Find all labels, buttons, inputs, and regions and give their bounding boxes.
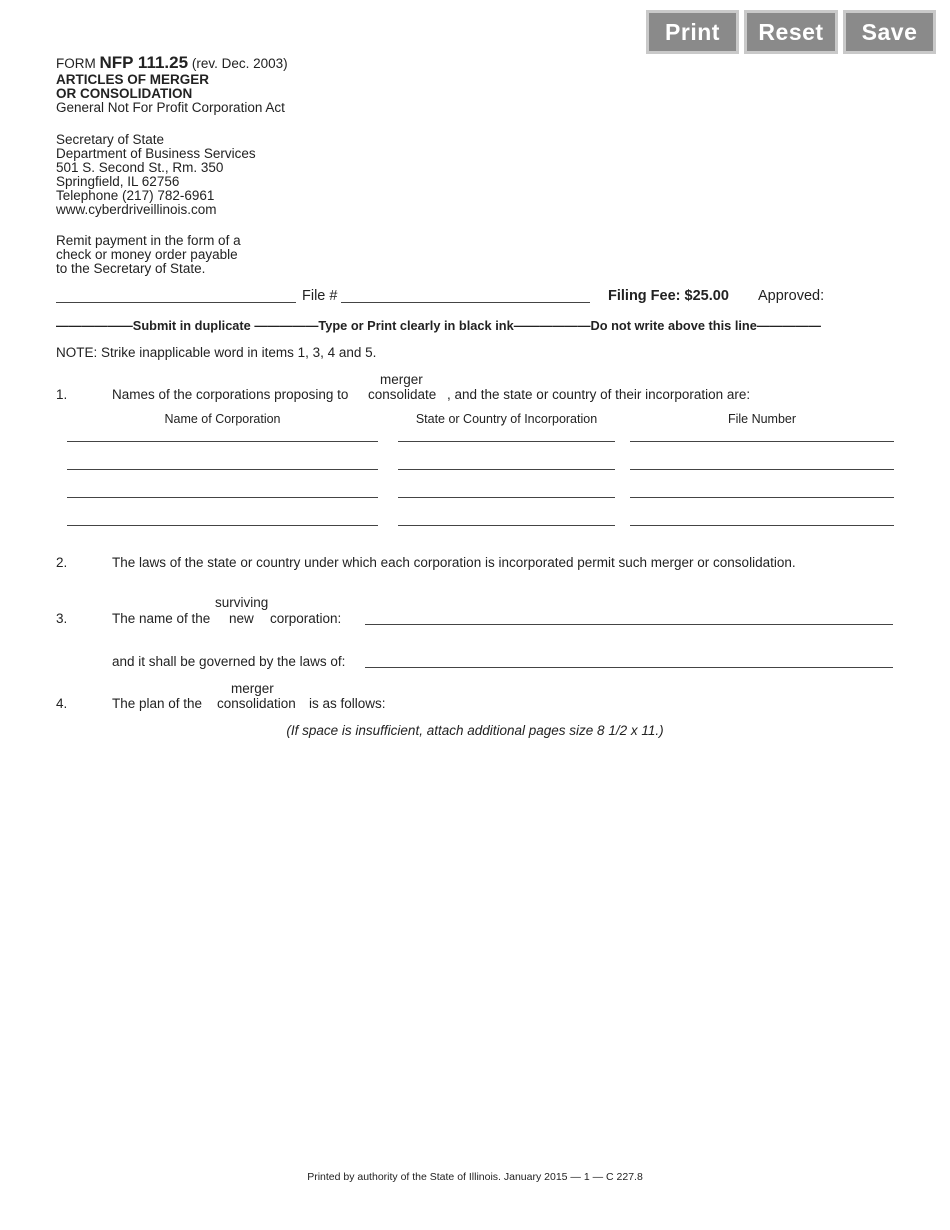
item2-text: The laws of the state or country under which each corporation is incorporated permit such merger or consolidation. [112, 555, 796, 570]
corporation-name-field[interactable] [67, 469, 378, 470]
file-number-field[interactable] [341, 302, 590, 303]
payment-line: to the Secretary of State. [56, 261, 206, 276]
corporation-state-field[interactable] [398, 497, 615, 498]
form-title-line1: ARTICLES OF MERGER [56, 72, 210, 87]
corporation-file-number-field[interactable] [630, 441, 894, 442]
corporation-file-number-field[interactable] [630, 469, 894, 470]
form-number: NFP 111.25 [99, 53, 189, 72]
plan-text-area[interactable] [56, 745, 894, 1145]
instruction-banner [56, 318, 821, 333]
item3-text-before: The name of the [112, 611, 211, 626]
item4-word-lower: consolidation [217, 696, 296, 711]
banner-print-clearly: Type or Print clearly in black ink [318, 318, 514, 333]
address-line: www.cyberdriveillinois.com [56, 202, 217, 217]
governed-by-label: and it shall be governed by the laws of: [112, 654, 346, 669]
item4-word-upper: merger [231, 681, 274, 696]
reset-button[interactable]: Reset [744, 10, 838, 54]
corporation-name-field[interactable] [67, 525, 378, 526]
corporation-file-number-field[interactable] [630, 497, 894, 498]
item1-number: 1. [56, 387, 68, 402]
banner-dashes: ————— [756, 318, 821, 333]
page-footer: Printed by authority of the State of Illinois. January 2015 — 1 — C 227.8 [307, 1171, 643, 1183]
form-title-line2: OR CONSOLIDATION [56, 86, 193, 101]
print-button[interactable]: Print [646, 10, 739, 54]
approved-label: Approved: [758, 288, 825, 304]
item3-text-after: corporation: [270, 611, 342, 626]
address-line: Telephone (217) 782-6961 [56, 188, 215, 203]
banner-do-not-write: Do not write above this line [590, 318, 757, 333]
item3-word-lower: new [229, 611, 254, 626]
corporation-state-field[interactable] [398, 441, 615, 442]
corporation-state-field[interactable] [398, 525, 615, 526]
item4-text-after: is as follows: [309, 696, 386, 711]
item3-number: 3. [56, 611, 68, 626]
address-line: Springfield, IL 62756 [56, 174, 180, 189]
filing-fee: Filing Fee: $25.00 [608, 288, 729, 304]
form-revision: (rev. Dec. 2003) [191, 56, 288, 71]
column-header-file-number: File Number [727, 412, 797, 426]
banner-dashes: ————— [254, 318, 319, 333]
form-header [56, 54, 288, 115]
banner-submit: Submit in duplicate [132, 318, 251, 333]
corporation-name-field[interactable] [67, 497, 378, 498]
address-line: Department of Business Services [56, 146, 256, 161]
note-text: NOTE: Strike inapplicable word in items 1, 3, 4 and 5. [56, 345, 377, 360]
attach-pages-note: (If space is insufficient, attach additional pages size 8 1/2 x 11.) [286, 723, 664, 738]
item4-number: 4. [56, 696, 68, 711]
address-line: Secretary of State [56, 132, 165, 147]
surviving-corporation-name-field[interactable] [365, 624, 893, 625]
form-act: General Not For Profit Corporation Act [56, 100, 285, 115]
item4-text-before: The plan of the [112, 696, 203, 711]
column-header-name: Name of Corporation [164, 412, 281, 426]
governing-law-field[interactable] [365, 667, 893, 668]
corporation-name-field[interactable] [67, 441, 378, 442]
payment-line: check or money order payable [56, 247, 238, 262]
payment-line: Remit payment in the form of a [56, 233, 241, 248]
payment-instructions [56, 234, 241, 276]
item3-word-upper: surviving [215, 595, 269, 610]
banner-dashes: —————— [513, 318, 591, 333]
item1-text-before: Names of the corporations proposing to [112, 387, 349, 402]
item1-text-after: , and the state or country of their incorporation are: [447, 387, 751, 402]
corporation-file-number-field[interactable] [630, 525, 894, 526]
column-header-state: State or Country of Incorporation [415, 412, 598, 426]
address-block [56, 133, 256, 217]
file-number-label: File # [302, 288, 338, 304]
form-prefix: FORM [56, 56, 96, 71]
filing-blank-field[interactable] [56, 302, 296, 303]
banner-dashes: —————— [56, 318, 133, 333]
save-button[interactable]: Save [843, 10, 936, 54]
corporation-state-field[interactable] [398, 469, 615, 470]
item1-word-upper: merger [380, 372, 423, 387]
item2-number: 2. [56, 555, 68, 570]
address-line: 501 S. Second St., Rm. 350 [56, 160, 224, 175]
item1-word-lower: consolidate [368, 387, 437, 402]
